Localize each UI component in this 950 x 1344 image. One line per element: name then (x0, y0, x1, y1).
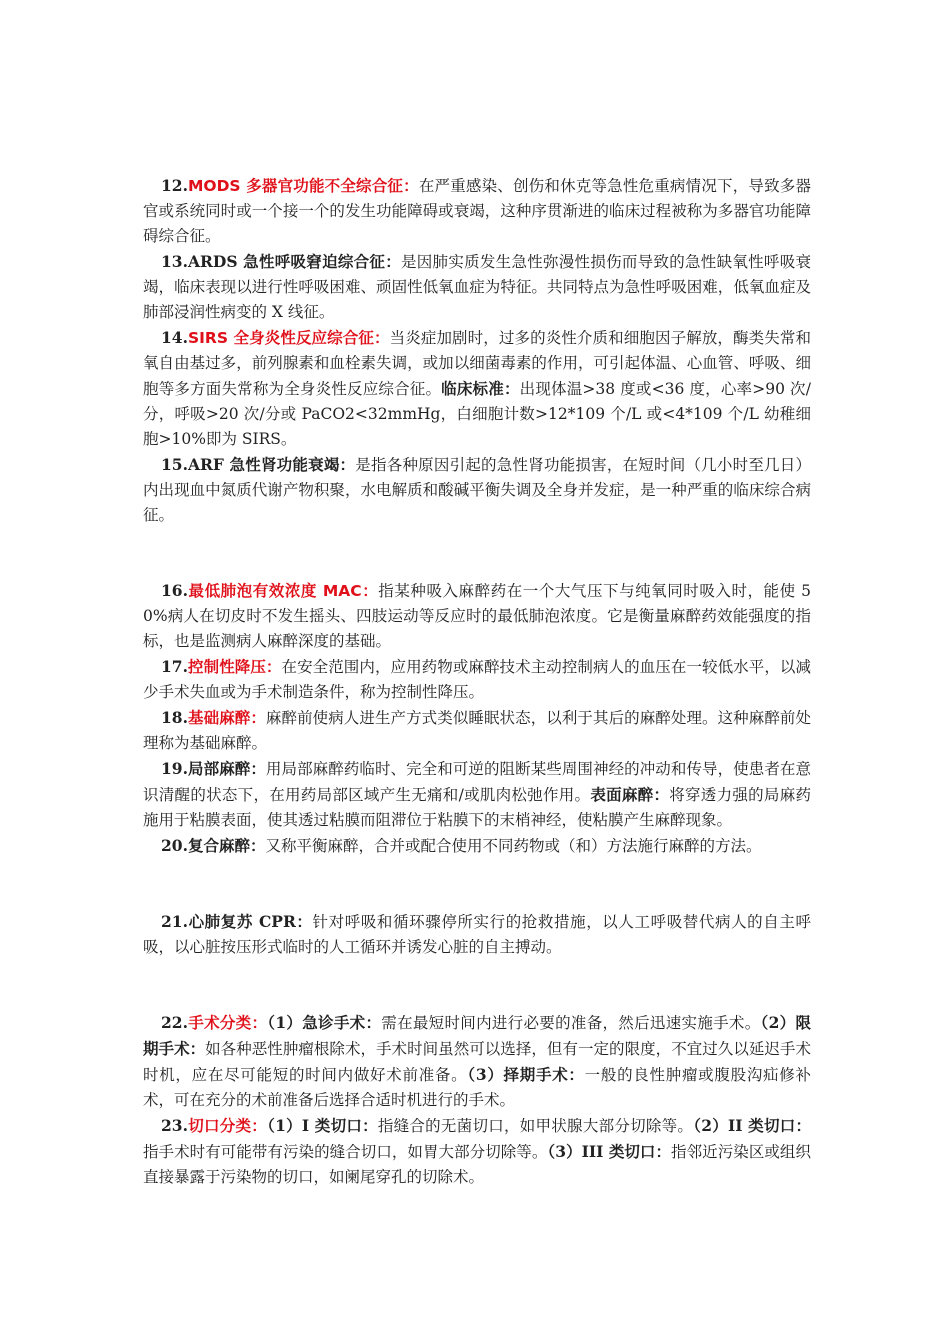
item-number: 14. (161, 328, 188, 347)
sub-definition-text: 指缝合的无菌切口，如甲状腺大部分切除等。 (377, 1117, 694, 1135)
document-page (143, 173, 811, 1190)
term-heading: 复合麻醉： (187, 836, 266, 855)
section-gap (143, 960, 811, 1010)
sub-term-heading: （3）III 类切口： (547, 1142, 672, 1161)
definition-text: 在安全范围内，应用药物或麻醉技术主动控制病人的血压在一较低水平，以减少手术失血或为手术制造条件，称为控制性降压。 (143, 658, 811, 701)
definition-mac (143, 578, 811, 654)
definition-text: 在严重感染、创伤和休克等急性危重病情况下，导致多器官或系统同时或一个接一个的发生功能障碍或衰竭，这种序贯渐进的临床过程被称为多器官功能障碍综合征。 (143, 177, 811, 245)
term-heading: ARF 急性肾功能衰竭： (187, 455, 356, 474)
item-number: 16. (161, 581, 188, 600)
definition-basal-anesthesia (143, 705, 811, 756)
sub-definition-text: 如各种恶性肿瘤根除术，手术时间虽然可以选择，但有一定的限度，不宜过久以延迟手术时机，应在尽可能短的时间内做好术前准备。 (143, 1040, 811, 1084)
sub-definition-text: 出现体温>38 度或<36 度，心率>90 次/分，呼吸>20 次/分或 PaCO2<32mmHg，白细胞计数>12*109 个/L 或<4*109 个/L 幼稚细胞>10%即为 SIRS。 (143, 380, 811, 448)
term-heading: 控制性降压： (187, 658, 282, 676)
definition-mods (143, 173, 811, 249)
definition-text: 用局部麻醉药临时、完全和可逆的阻断某些周围神经的冲动和传导，使患者在意识清醒的状态下，在用药局部区域产生无痛和/或肌肉松弛作用。 (143, 760, 811, 804)
sub-definition-text: 需在最短时间内进行必要的准备，然后迅速实施手术。 (381, 1014, 761, 1032)
definition-text: 当炎症加剧时，过多的炎性介质和细胞因子解放，酶类失常和氧自由基过多，前列腺素和血栓素失调，或加以细菌毒素的作用，可引起体温、心血管、呼吸、细胞等多方面失常称为全身炎性反应综合征。 (143, 329, 811, 398)
sub-definition-text: 一般的良性肿瘤或腹股沟疝修补术，可在充分的术前准备后选择合适时机进行的手术。 (143, 1066, 811, 1109)
definition-controlled-hypotension (143, 654, 811, 705)
sub-term-heading: （2）II 类切口： (693, 1116, 811, 1135)
item-number: 21. (161, 912, 188, 931)
item-number: 13. (161, 252, 188, 271)
term-heading: 最低肺泡有效浓度 MAC： (187, 582, 379, 600)
definition-surgery-classification (143, 1010, 811, 1113)
item-number: 19. (161, 759, 188, 778)
item-number: 12. (161, 176, 188, 195)
term-heading: SIRS 全身炎性反应综合征： (187, 329, 390, 347)
term-heading: 切口分类： (187, 1117, 268, 1135)
term-heading: 基础麻醉： (187, 709, 266, 727)
term-heading: 手术分类： (187, 1014, 268, 1032)
definition-text: 又称平衡麻醉，合并或配合使用不同药物或（和）方法施行麻醉的方法。 (265, 837, 762, 855)
item-number: 18. (161, 708, 188, 727)
sub-definition-text: 将穿透力强的局麻药施用于粘膜表面，使其透过粘膜而阻滞位于粘膜下的末梢神经，使粘膜产生麻醉现象。 (143, 786, 811, 829)
term-heading: ARDS 急性呼吸窘迫综合征： (187, 252, 401, 271)
sub-term-heading: 表面麻醉： (590, 785, 670, 804)
item-number: 15. (161, 455, 188, 474)
sub-term-heading: （1）急诊手术： (267, 1013, 382, 1032)
definition-text: 麻醉前使病人进生产方式类似睡眠状态，以利于其后的麻醉处理。这种麻醉前处理称为基础麻醉。 (143, 709, 811, 752)
definition-cpr (143, 909, 811, 960)
definition-text: 是指各种原因引起的急性肾功能损害，在短时间（几小时至几日）内出现血中氮质代谢产物积聚，水电解质和酸碱平衡失调及全身并发症，是一种严重的临床综合病征。 (143, 456, 811, 524)
sub-term-heading: （1）I 类切口： (267, 1116, 378, 1135)
definition-local-anesthesia (143, 756, 811, 833)
sub-term-heading: 临床标准： (441, 379, 520, 398)
definition-incision-classification (143, 1113, 811, 1190)
section-gap (143, 528, 811, 578)
definition-arf (143, 452, 811, 528)
sub-definition-text: 指手术时有可能带有污染的缝合切口，如胃大部分切除等。 (143, 1143, 548, 1161)
sub-term-heading: （3）择期手术： (467, 1065, 585, 1084)
term-heading: 局部麻醉： (187, 759, 266, 778)
definition-text: 指某种吸入麻醉药在一个大气压下与纯氧同时吸入时，能使 50%病人在切皮时不发生摇头、四肢运动等反应时的最低肺泡浓度。它是衡量麻醉药效能强度的指标，也是监测病人麻醉深度的基础。 (143, 582, 811, 650)
definition-combined-anesthesia (143, 833, 811, 859)
item-number: 20. (161, 836, 188, 855)
sub-definition-text: 指邻近污染区或组织直接暴露于污染物的切口，如阑尾穿孔的切除术。 (143, 1143, 811, 1186)
term-heading: 心肺复苏 CPR： (187, 912, 313, 931)
definition-text: 是因肺实质发生急性弥漫性损伤而导致的急性缺氧性呼吸衰竭，临床表现以进行性呼吸困难、顽固性低氧血症为特征。共同特点为急性呼吸困难，低氧血症及肺部浸润性病变的 X 线征。 (143, 253, 811, 321)
sub-term-heading: （2）限期手术： (143, 1013, 811, 1058)
term-heading: MODS 多器官功能不全综合征： (187, 177, 419, 195)
definition-sirs (143, 325, 811, 452)
section-gap (143, 859, 811, 909)
definition-text: 针对呼吸和循环骤停所实行的抢救措施，以人工呼吸替代病人的自主呼吸，以心脏按压形式临时的人工循环并诱发心脏的自主搏动。 (143, 913, 811, 956)
item-number: 17. (161, 657, 188, 676)
definition-ards (143, 249, 811, 325)
item-number: 23. (161, 1116, 188, 1135)
item-number: 22. (161, 1013, 188, 1032)
